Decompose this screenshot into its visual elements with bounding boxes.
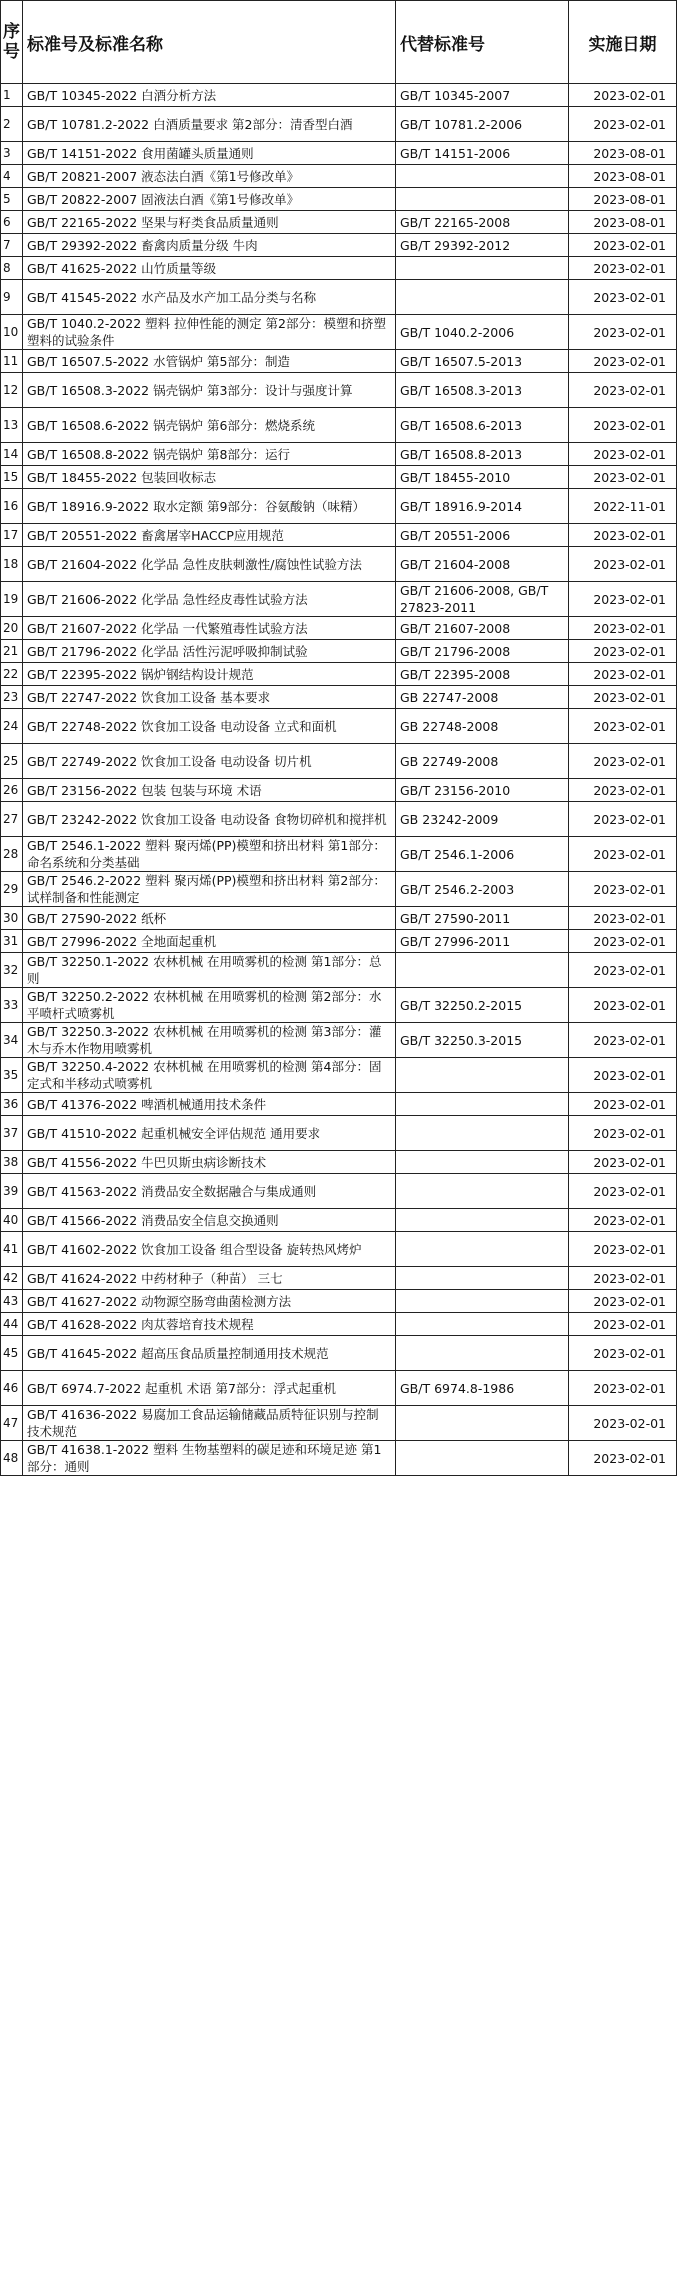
cell-effective-date: 2023-02-01 bbox=[569, 744, 677, 779]
cell-serial-number: 3 bbox=[1, 142, 23, 165]
cell-standard-name: GB/T 20551-2022 畜禽屠宰HACCP应用规范 bbox=[23, 524, 396, 547]
cell-replaced-standard: GB/T 14151-2006 bbox=[396, 142, 569, 165]
cell-replaced-standard bbox=[396, 257, 569, 280]
header-effective-date: 实施日期 bbox=[569, 1, 677, 84]
cell-effective-date: 2023-02-01 bbox=[569, 802, 677, 837]
cell-replaced-standard: GB 22748-2008 bbox=[396, 709, 569, 744]
cell-standard-name: GB/T 22748-2022 饮食加工设备 电动设备 立式和面机 bbox=[23, 709, 396, 744]
cell-serial-number: 18 bbox=[1, 547, 23, 582]
table-row bbox=[1, 211, 677, 234]
cell-effective-date: 2023-02-01 bbox=[569, 930, 677, 953]
cell-serial-number: 22 bbox=[1, 663, 23, 686]
cell-effective-date: 2023-02-01 bbox=[569, 953, 677, 988]
cell-serial-number: 43 bbox=[1, 1290, 23, 1313]
cell-serial-number: 45 bbox=[1, 1336, 23, 1371]
cell-standard-name: GB/T 6974.7-2022 起重机 术语 第7部分：浮式起重机 bbox=[23, 1371, 396, 1406]
table-row bbox=[1, 837, 677, 872]
cell-effective-date: 2023-02-01 bbox=[569, 582, 677, 617]
cell-replaced-standard bbox=[396, 1232, 569, 1267]
cell-effective-date: 2023-02-01 bbox=[569, 350, 677, 373]
table-row bbox=[1, 1232, 677, 1267]
cell-effective-date: 2023-02-01 bbox=[569, 547, 677, 582]
cell-standard-name: GB/T 14151-2022 食用菌罐头质量通则 bbox=[23, 142, 396, 165]
cell-standard-name: GB/T 27590-2022 纸杯 bbox=[23, 907, 396, 930]
cell-replaced-standard: GB/T 10781.2-2006 bbox=[396, 107, 569, 142]
cell-serial-number: 8 bbox=[1, 257, 23, 280]
cell-effective-date: 2023-02-01 bbox=[569, 1290, 677, 1313]
cell-effective-date: 2023-02-01 bbox=[569, 1093, 677, 1116]
cell-standard-name: GB/T 41636-2022 易腐加工食品运输储藏品质特征识别与控制技术规范 bbox=[23, 1406, 396, 1441]
cell-replaced-standard: GB/T 16508.8-2013 bbox=[396, 443, 569, 466]
cell-replaced-standard: GB 22747-2008 bbox=[396, 686, 569, 709]
cell-replaced-standard: GB/T 29392-2012 bbox=[396, 234, 569, 257]
cell-serial-number: 15 bbox=[1, 466, 23, 489]
cell-standard-name: GB/T 32250.4-2022 农林机械 在用喷雾机的检测 第4部分：固定式和半移动式喷雾机 bbox=[23, 1058, 396, 1093]
cell-serial-number: 28 bbox=[1, 837, 23, 872]
cell-effective-date: 2023-02-01 bbox=[569, 1371, 677, 1406]
table-row bbox=[1, 1174, 677, 1209]
cell-standard-name: GB/T 21796-2022 化学品 活性污泥呼吸抑制试验 bbox=[23, 640, 396, 663]
cell-replaced-standard: GB/T 32250.3-2015 bbox=[396, 1023, 569, 1058]
cell-effective-date: 2023-02-01 bbox=[569, 872, 677, 907]
table-row bbox=[1, 1093, 677, 1116]
cell-replaced-standard: GB 22749-2008 bbox=[396, 744, 569, 779]
table-row bbox=[1, 1151, 677, 1174]
cell-effective-date: 2023-02-01 bbox=[569, 640, 677, 663]
cell-replaced-standard: GB/T 27590-2011 bbox=[396, 907, 569, 930]
cell-standard-name: GB/T 41627-2022 动物源空肠弯曲菌检测方法 bbox=[23, 1290, 396, 1313]
cell-serial-number: 36 bbox=[1, 1093, 23, 1116]
cell-effective-date: 2023-08-01 bbox=[569, 165, 677, 188]
cell-serial-number: 11 bbox=[1, 350, 23, 373]
table-row bbox=[1, 257, 677, 280]
header-serial-number: 序号 bbox=[1, 1, 23, 84]
table-row bbox=[1, 907, 677, 930]
cell-standard-name: GB/T 16507.5-2022 水管锅炉 第5部分：制造 bbox=[23, 350, 396, 373]
cell-standard-name: GB/T 18455-2022 包装回收标志 bbox=[23, 466, 396, 489]
cell-replaced-standard: GB/T 23156-2010 bbox=[396, 779, 569, 802]
cell-effective-date: 2023-02-01 bbox=[569, 1174, 677, 1209]
cell-effective-date: 2023-02-01 bbox=[569, 779, 677, 802]
table-row bbox=[1, 1290, 677, 1313]
cell-serial-number: 4 bbox=[1, 165, 23, 188]
table-row bbox=[1, 408, 677, 443]
cell-replaced-standard: GB 23242-2009 bbox=[396, 802, 569, 837]
cell-effective-date: 2023-02-01 bbox=[569, 1313, 677, 1336]
cell-serial-number: 24 bbox=[1, 709, 23, 744]
cell-standard-name: GB/T 22395-2022 锅炉钢结构设计规范 bbox=[23, 663, 396, 686]
cell-replaced-standard bbox=[396, 1267, 569, 1290]
table-row bbox=[1, 1313, 677, 1336]
cell-effective-date: 2023-08-01 bbox=[569, 211, 677, 234]
cell-effective-date: 2023-08-01 bbox=[569, 188, 677, 211]
cell-standard-name: GB/T 21604-2022 化学品 急性皮肤刺激性/腐蚀性试验方法 bbox=[23, 547, 396, 582]
cell-serial-number: 27 bbox=[1, 802, 23, 837]
cell-replaced-standard bbox=[396, 165, 569, 188]
cell-standard-name: GB/T 32250.1-2022 农林机械 在用喷雾机的检测 第1部分：总则 bbox=[23, 953, 396, 988]
cell-replaced-standard bbox=[396, 280, 569, 315]
cell-standard-name: GB/T 32250.2-2022 农林机械 在用喷雾机的检测 第2部分：水平喷杆式喷雾机 bbox=[23, 988, 396, 1023]
cell-replaced-standard bbox=[396, 1174, 569, 1209]
cell-standard-name: GB/T 22165-2022 坚果与籽类食品质量通则 bbox=[23, 211, 396, 234]
cell-effective-date: 2023-02-01 bbox=[569, 84, 677, 107]
cell-serial-number: 34 bbox=[1, 1023, 23, 1058]
table-row bbox=[1, 1371, 677, 1406]
cell-replaced-standard: GB/T 16508.6-2013 bbox=[396, 408, 569, 443]
table-row bbox=[1, 188, 677, 211]
cell-standard-name: GB/T 23156-2022 包装 包装与环境 术语 bbox=[23, 779, 396, 802]
cell-standard-name: GB/T 2546.2-2022 塑料 聚丙烯(PP)模塑和挤出材料 第2部分：试样制备和性能测定 bbox=[23, 872, 396, 907]
cell-replaced-standard bbox=[396, 1336, 569, 1371]
cell-standard-name: GB/T 41628-2022 肉苁蓉培育技术规程 bbox=[23, 1313, 396, 1336]
cell-effective-date: 2023-02-01 bbox=[569, 617, 677, 640]
cell-standard-name: GB/T 10345-2022 白酒分析方法 bbox=[23, 84, 396, 107]
cell-replaced-standard bbox=[396, 1406, 569, 1441]
cell-replaced-standard bbox=[396, 1313, 569, 1336]
cell-serial-number: 40 bbox=[1, 1209, 23, 1232]
cell-serial-number: 39 bbox=[1, 1174, 23, 1209]
table-row bbox=[1, 1336, 677, 1371]
cell-serial-number: 25 bbox=[1, 744, 23, 779]
cell-effective-date: 2023-08-01 bbox=[569, 142, 677, 165]
cell-standard-name: GB/T 41376-2022 啤酒机械通用技术条件 bbox=[23, 1093, 396, 1116]
cell-serial-number: 38 bbox=[1, 1151, 23, 1174]
table-row bbox=[1, 1023, 677, 1058]
cell-effective-date: 2023-02-01 bbox=[569, 315, 677, 350]
cell-standard-name: GB/T 22747-2022 饮食加工设备 基本要求 bbox=[23, 686, 396, 709]
table-row bbox=[1, 350, 677, 373]
cell-serial-number: 10 bbox=[1, 315, 23, 350]
cell-serial-number: 31 bbox=[1, 930, 23, 953]
cell-standard-name: GB/T 21607-2022 化学品 一代繁殖毒性试验方法 bbox=[23, 617, 396, 640]
cell-serial-number: 6 bbox=[1, 211, 23, 234]
cell-standard-name: GB/T 41563-2022 消费品安全数据融合与集成通则 bbox=[23, 1174, 396, 1209]
cell-standard-name: GB/T 2546.1-2022 塑料 聚丙烯(PP)模塑和挤出材料 第1部分：命名系统和分类基础 bbox=[23, 837, 396, 872]
cell-effective-date: 2023-02-01 bbox=[569, 1209, 677, 1232]
cell-serial-number: 48 bbox=[1, 1441, 23, 1476]
cell-standard-name: GB/T 41624-2022 中药材种子（种苗） 三七 bbox=[23, 1267, 396, 1290]
table-row bbox=[1, 1441, 677, 1476]
table-row bbox=[1, 1209, 677, 1232]
cell-effective-date: 2023-02-01 bbox=[569, 373, 677, 408]
cell-standard-name: GB/T 41625-2022 山竹质量等级 bbox=[23, 257, 396, 280]
cell-replaced-standard: GB/T 16508.3-2013 bbox=[396, 373, 569, 408]
table-row bbox=[1, 1267, 677, 1290]
table-row bbox=[1, 953, 677, 988]
table-row bbox=[1, 802, 677, 837]
cell-effective-date: 2023-02-01 bbox=[569, 663, 677, 686]
table-row bbox=[1, 489, 677, 524]
header-row bbox=[1, 1, 677, 84]
table-row bbox=[1, 315, 677, 350]
cell-effective-date: 2023-02-01 bbox=[569, 1336, 677, 1371]
cell-serial-number: 12 bbox=[1, 373, 23, 408]
table-row bbox=[1, 107, 677, 142]
cell-replaced-standard: GB/T 18455-2010 bbox=[396, 466, 569, 489]
table-row bbox=[1, 988, 677, 1023]
cell-standard-name: GB/T 29392-2022 畜禽肉质量分级 牛肉 bbox=[23, 234, 396, 257]
cell-serial-number: 33 bbox=[1, 988, 23, 1023]
cell-replaced-standard bbox=[396, 953, 569, 988]
cell-serial-number: 29 bbox=[1, 872, 23, 907]
cell-effective-date: 2023-02-01 bbox=[569, 1232, 677, 1267]
cell-effective-date: 2023-02-01 bbox=[569, 234, 677, 257]
cell-standard-name: GB/T 27996-2022 全地面起重机 bbox=[23, 930, 396, 953]
cell-effective-date: 2023-02-01 bbox=[569, 466, 677, 489]
cell-serial-number: 20 bbox=[1, 617, 23, 640]
table-row bbox=[1, 524, 677, 547]
cell-replaced-standard: GB/T 2546.2-2003 bbox=[396, 872, 569, 907]
cell-effective-date: 2023-02-01 bbox=[569, 837, 677, 872]
cell-serial-number: 7 bbox=[1, 234, 23, 257]
cell-standard-name: GB/T 1040.2-2022 塑料 拉伸性能的测定 第2部分：模塑和挤塑塑料的试验条件 bbox=[23, 315, 396, 350]
cell-standard-name: GB/T 20822-2007 固液法白酒《第1号修改单》 bbox=[23, 188, 396, 211]
cell-standard-name: GB/T 20821-2007 液态法白酒《第1号修改单》 bbox=[23, 165, 396, 188]
cell-standard-name: GB/T 21606-2022 化学品 急性经皮毒性试验方法 bbox=[23, 582, 396, 617]
cell-effective-date: 2023-02-01 bbox=[569, 1267, 677, 1290]
cell-standard-name: GB/T 41545-2022 水产品及水产加工品分类与名称 bbox=[23, 280, 396, 315]
cell-replaced-standard: GB/T 20551-2006 bbox=[396, 524, 569, 547]
cell-effective-date: 2023-02-01 bbox=[569, 408, 677, 443]
cell-serial-number: 37 bbox=[1, 1116, 23, 1151]
header-replaced-standard: 代替标准号 bbox=[396, 1, 569, 84]
cell-serial-number: 16 bbox=[1, 489, 23, 524]
table-row bbox=[1, 640, 677, 663]
cell-standard-name: GB/T 41638.1-2022 塑料 生物基塑料的碳足迹和环境足迹 第1部分：通则 bbox=[23, 1441, 396, 1476]
cell-standard-name: GB/T 41510-2022 起重机械安全评估规范 通用要求 bbox=[23, 1116, 396, 1151]
cell-effective-date: 2023-02-01 bbox=[569, 1058, 677, 1093]
cell-standard-name: GB/T 23242-2022 饮食加工设备 电动设备 食物切碎机和搅拌机 bbox=[23, 802, 396, 837]
cell-serial-number: 23 bbox=[1, 686, 23, 709]
cell-serial-number: 14 bbox=[1, 443, 23, 466]
cell-effective-date: 2022-11-01 bbox=[569, 489, 677, 524]
table-row bbox=[1, 142, 677, 165]
cell-serial-number: 41 bbox=[1, 1232, 23, 1267]
table-row bbox=[1, 443, 677, 466]
cell-replaced-standard: GB/T 10345-2007 bbox=[396, 84, 569, 107]
table-row bbox=[1, 165, 677, 188]
cell-replaced-standard bbox=[396, 1441, 569, 1476]
cell-serial-number: 30 bbox=[1, 907, 23, 930]
cell-serial-number: 19 bbox=[1, 582, 23, 617]
cell-standard-name: GB/T 16508.6-2022 锅壳锅炉 第6部分：燃烧系统 bbox=[23, 408, 396, 443]
header-standard-name: 标准号及标准名称 bbox=[23, 1, 396, 84]
cell-standard-name: GB/T 41602-2022 饮食加工设备 组合型设备 旋转热风烤炉 bbox=[23, 1232, 396, 1267]
cell-replaced-standard: GB/T 22165-2008 bbox=[396, 211, 569, 234]
table-row bbox=[1, 779, 677, 802]
cell-standard-name: GB/T 16508.8-2022 锅壳锅炉 第8部分：运行 bbox=[23, 443, 396, 466]
cell-replaced-standard bbox=[396, 1116, 569, 1151]
cell-standard-name: GB/T 32250.3-2022 农林机械 在用喷雾机的检测 第3部分：灌木与乔木作物用喷雾机 bbox=[23, 1023, 396, 1058]
cell-replaced-standard bbox=[396, 1209, 569, 1232]
cell-replaced-standard: GB/T 21796-2008 bbox=[396, 640, 569, 663]
cell-effective-date: 2023-02-01 bbox=[569, 280, 677, 315]
table-row bbox=[1, 373, 677, 408]
cell-serial-number: 1 bbox=[1, 84, 23, 107]
cell-replaced-standard: GB/T 21606-2008, GB/T 27823-2011 bbox=[396, 582, 569, 617]
cell-effective-date: 2023-02-01 bbox=[569, 686, 677, 709]
table-body bbox=[1, 84, 677, 1476]
cell-standard-name: GB/T 41566-2022 消费品安全信息交换通则 bbox=[23, 1209, 396, 1232]
cell-replaced-standard bbox=[396, 1290, 569, 1313]
cell-effective-date: 2023-02-01 bbox=[569, 1441, 677, 1476]
cell-serial-number: 42 bbox=[1, 1267, 23, 1290]
cell-effective-date: 2023-02-01 bbox=[569, 1116, 677, 1151]
cell-standard-name: GB/T 41645-2022 超高压食品质量控制通用技术规范 bbox=[23, 1336, 396, 1371]
cell-effective-date: 2023-02-01 bbox=[569, 988, 677, 1023]
table-row bbox=[1, 280, 677, 315]
cell-replaced-standard: GB/T 32250.2-2015 bbox=[396, 988, 569, 1023]
cell-replaced-standard: GB/T 21607-2008 bbox=[396, 617, 569, 640]
cell-serial-number: 5 bbox=[1, 188, 23, 211]
cell-standard-name: GB/T 18916.9-2022 取水定额 第9部分：谷氨酸钠（味精） bbox=[23, 489, 396, 524]
table-row bbox=[1, 617, 677, 640]
table-row bbox=[1, 1116, 677, 1151]
table-row bbox=[1, 234, 677, 257]
cell-serial-number: 44 bbox=[1, 1313, 23, 1336]
table-row bbox=[1, 466, 677, 489]
table-row bbox=[1, 1058, 677, 1093]
cell-serial-number: 2 bbox=[1, 107, 23, 142]
cell-serial-number: 47 bbox=[1, 1406, 23, 1441]
table-row bbox=[1, 686, 677, 709]
table-row bbox=[1, 582, 677, 617]
cell-replaced-standard: GB/T 16507.5-2013 bbox=[396, 350, 569, 373]
cell-replaced-standard: GB/T 27996-2011 bbox=[396, 930, 569, 953]
cell-serial-number: 26 bbox=[1, 779, 23, 802]
cell-standard-name: GB/T 22749-2022 饮食加工设备 电动设备 切片机 bbox=[23, 744, 396, 779]
cell-serial-number: 21 bbox=[1, 640, 23, 663]
cell-replaced-standard: GB/T 1040.2-2006 bbox=[396, 315, 569, 350]
cell-replaced-standard: GB/T 21604-2008 bbox=[396, 547, 569, 582]
table-header bbox=[1, 1, 677, 84]
cell-serial-number: 17 bbox=[1, 524, 23, 547]
cell-effective-date: 2023-02-01 bbox=[569, 443, 677, 466]
table-row bbox=[1, 84, 677, 107]
cell-serial-number: 46 bbox=[1, 1371, 23, 1406]
cell-serial-number: 32 bbox=[1, 953, 23, 988]
cell-replaced-standard bbox=[396, 188, 569, 211]
cell-effective-date: 2023-02-01 bbox=[569, 107, 677, 142]
cell-replaced-standard bbox=[396, 1058, 569, 1093]
table-row bbox=[1, 663, 677, 686]
cell-effective-date: 2023-02-01 bbox=[569, 709, 677, 744]
table-row bbox=[1, 709, 677, 744]
cell-effective-date: 2023-02-01 bbox=[569, 1151, 677, 1174]
cell-effective-date: 2023-02-01 bbox=[569, 1406, 677, 1441]
table-row bbox=[1, 547, 677, 582]
cell-serial-number: 35 bbox=[1, 1058, 23, 1093]
table-row bbox=[1, 744, 677, 779]
cell-replaced-standard bbox=[396, 1093, 569, 1116]
cell-effective-date: 2023-02-01 bbox=[569, 257, 677, 280]
cell-replaced-standard: GB/T 2546.1-2006 bbox=[396, 837, 569, 872]
cell-serial-number: 13 bbox=[1, 408, 23, 443]
table-row bbox=[1, 1406, 677, 1441]
cell-replaced-standard bbox=[396, 1151, 569, 1174]
cell-replaced-standard: GB/T 6974.8-1986 bbox=[396, 1371, 569, 1406]
table-row bbox=[1, 930, 677, 953]
cell-standard-name: GB/T 10781.2-2022 白酒质量要求 第2部分：清香型白酒 bbox=[23, 107, 396, 142]
table-row bbox=[1, 872, 677, 907]
cell-standard-name: GB/T 41556-2022 牛巴贝斯虫病诊断技术 bbox=[23, 1151, 396, 1174]
cell-effective-date: 2023-02-01 bbox=[569, 524, 677, 547]
cell-serial-number: 9 bbox=[1, 280, 23, 315]
cell-standard-name: GB/T 16508.3-2022 锅壳锅炉 第3部分：设计与强度计算 bbox=[23, 373, 396, 408]
cell-effective-date: 2023-02-01 bbox=[569, 1023, 677, 1058]
cell-replaced-standard: GB/T 22395-2008 bbox=[396, 663, 569, 686]
cell-replaced-standard: GB/T 18916.9-2014 bbox=[396, 489, 569, 524]
cell-effective-date: 2023-02-01 bbox=[569, 907, 677, 930]
